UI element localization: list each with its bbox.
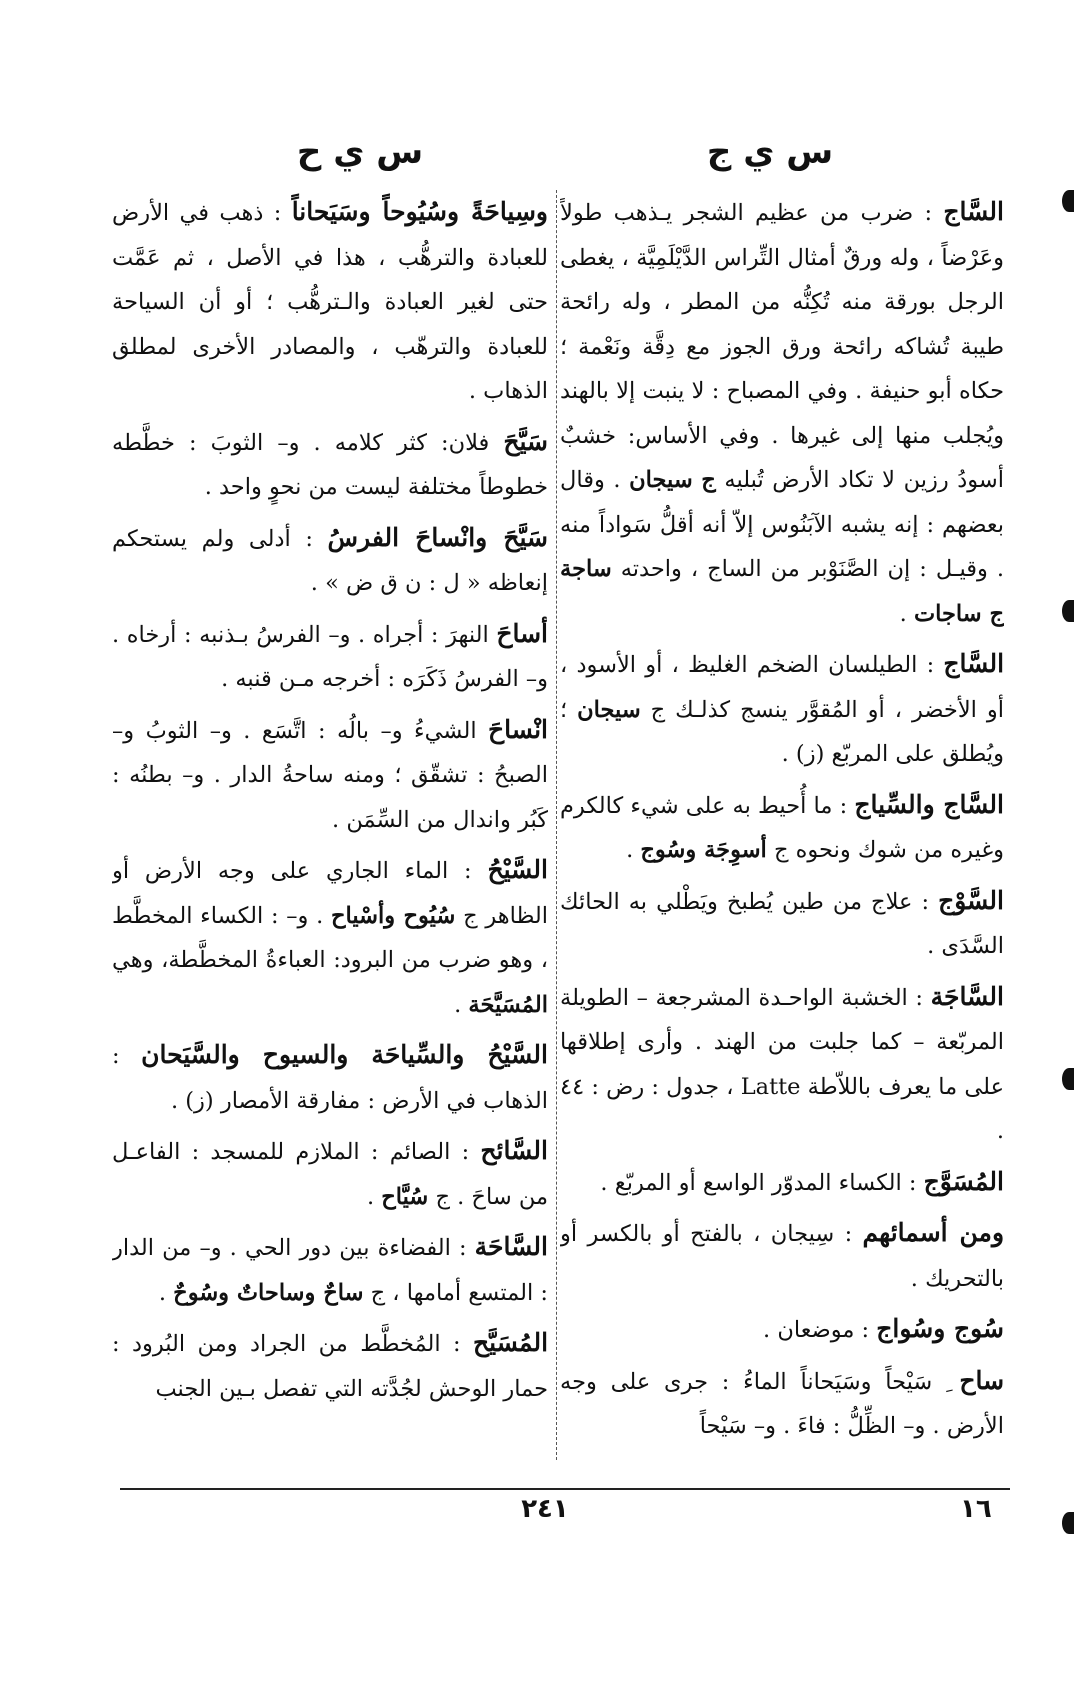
headword: ساح [959, 1365, 1004, 1395]
definition-continued: . [366, 1183, 375, 1210]
entry [560, 879, 1004, 969]
headword: السَّيْحُ [487, 855, 548, 884]
entry [560, 1307, 1004, 1353]
headword: سُوج وسُواج [876, 1314, 1004, 1343]
entry [560, 190, 1004, 636]
margin-mark [1062, 1068, 1074, 1090]
plural-label: ج [701, 467, 716, 493]
definition: : ضرب من عظيم الشجر يـذهب طولاً وعَرْضاً ، وله ورقٌ أمثال التِّراس الدَّيْلَمِيَّة ، يغطى الرجل بورقة منه تُكِنُّه من المطر ، وله رائحة طيبة تُشاكه رائحة ورق الجوز مع دِقَّة ونَعْمة ؛ حكاه أبو حنيفة . وفي المصباح : لا ينبت إلا بالهند ويُجلب منها إلى غيرها . وفي الأساس: خشبٌ أسودُ رزين لا تكاد الأرض تُبليه [560, 200, 1004, 493]
entry [112, 190, 548, 414]
definition-continued: ؛ ويُطلق على المربّع (ز) . [560, 696, 1004, 767]
page-number: ٢٤١ [521, 1494, 569, 1524]
headword: انْساحَ [488, 714, 548, 744]
entry [112, 1321, 548, 1411]
left-column [112, 190, 548, 1465]
derived-form: المُسَيَّحَة [468, 991, 548, 1018]
plural-form: سيجان [577, 696, 641, 723]
definition: : موضعان . [763, 1317, 870, 1343]
headword: السَّاج والسِّياج [854, 789, 1004, 819]
definition: : الكساء المدوّر الواسع أو المربّع . [600, 1169, 917, 1196]
headword: السَّاج [943, 197, 1004, 226]
definition-continued: . [626, 837, 634, 863]
definition: : المُخطَّط من الجراد ومن البُرود : حمار الوحش لجُدَّته التي تفصل بـين الجنب [112, 1331, 548, 1402]
entry [560, 783, 1004, 873]
headword: السَّاحَة [474, 1232, 548, 1261]
definition-end: . [454, 991, 462, 1018]
definition: : الذهاب في الأرض : مفارقة الأمصار (ز) . [112, 1043, 548, 1114]
entry [112, 420, 548, 510]
definition-continued: . [158, 1279, 167, 1306]
definition: فلان: كثر كلامه . و– الثوبَ : خطَّطه خطوطاً مختلفة ليست من نحوٍ واحد . [112, 429, 548, 500]
definition: : ما أُحيط به على شيء كالكرم وغيره من شوك ونحوه ج [560, 792, 1004, 863]
running-header-right: س ي ج [706, 132, 834, 172]
column-divider [556, 190, 557, 1460]
entry [560, 1160, 1004, 1206]
plural-form: ساحٌ وساحاتٌ وسُوحٌ [173, 1279, 364, 1306]
headword: السَّاج [943, 649, 1004, 678]
plural-form: سُيَّاح [381, 1183, 429, 1210]
definition: : الصائم : الملازم للمسجد : الفاعـل من ساحَ . ج [112, 1139, 548, 1210]
headword: السَّيْحُ والسِّياحَة والسيوح والسَّيَحان [141, 1040, 548, 1069]
margin-mark [1062, 600, 1074, 622]
footer-rule [120, 1488, 1010, 1490]
definition: : الخشبة الواحـدة المشرجعة – الطويلة المربّعة – كما جلبت من الهند . وأرى إطلاقها على ما يعرف باللاّطة Latte ، جدول : رض : ٤٤ . [560, 984, 1004, 1144]
definition: ِ سَيْحاً وسَيَحاناً الماءُ : جرى على وجه الأرض . و– الظِّلُّ : فاءَ . و– سَيْحاً [560, 1368, 1004, 1439]
definition: النهرَ : أجراه . و– الفرسُ بـذنبه : أرخاه . و– الفرسُ ذَكَرَه : أخرجه مـن قنبه . [112, 621, 548, 692]
entry [560, 1211, 1004, 1301]
right-column [560, 190, 1004, 1465]
entry [112, 848, 548, 1027]
definition: : سِيجان ، بالفتح أو بالكسر أو بالتحريك . [560, 1221, 1004, 1292]
headword: أساحَ [496, 618, 548, 648]
plural-form: سيجان [629, 467, 693, 493]
headword: السَّاجَة [930, 981, 1004, 1011]
entry [112, 612, 548, 702]
singular-plural-form: ساجة ج ساجات [560, 556, 1004, 627]
definition: الشيءُ و– بالُه : اتَّسَع . و– الثوبُ و– الصبحُ : تشقّق ؛ ومنه ساحةُ الدار . و– بطنُه : كَبُر واندال من السِّمَن . [112, 717, 548, 833]
definition-end: . [899, 600, 907, 627]
definition: : علاج من طين يُطبخ ويَطْلي به الحائك السَّدَى . [560, 888, 1004, 959]
headword: السَّائح [480, 1136, 548, 1165]
margin-mark [1062, 1512, 1074, 1534]
definition: : الطيلسان الضخم الغليظ ، أو الأسود ، أو الأخضر ، أو المُقوَّر ينسج كذلـك ج [560, 652, 1004, 723]
margin-mark [1062, 190, 1074, 212]
plural-form: أسوِجَة وسُوج [640, 837, 767, 863]
plural-form: سُيُوح وأسْياح [330, 902, 456, 929]
headword: المُسَوَّج [923, 1166, 1004, 1196]
definition: : ذهب في الأرض للعبادة والترهُّب ، هذا في الأصل ، ثم عَمَّت حتى لغير العبادة والـترهُّب ؛ أو أن السياحة للعبادة والترهّب ، والمصادر الأخرى لمطلق الذهاب . [112, 200, 548, 404]
running-header-left: س ي ح [296, 132, 424, 172]
definition: : الفضاءة بين دور الحي . و– من الدار : المتسع أمامها ، ج [112, 1235, 548, 1306]
section-number: ١٦ [960, 1494, 992, 1524]
definition: : أدلى ولم يستحكم إنعاظه « ل : ن ق ض » . [112, 525, 548, 596]
headword: سَيَّحَ [503, 426, 548, 456]
entry [560, 642, 1004, 777]
definition: : الماء الجاري على وجه الأرض أو الظاهر ج [112, 858, 548, 929]
headword: ومن أسمائهم [862, 1218, 1004, 1247]
headword: السَّوْج [938, 885, 1004, 915]
entry [560, 1359, 1004, 1449]
entry [112, 708, 548, 843]
entry [112, 1129, 548, 1219]
definition-continued: . وقال بعضهم : إنه يشبه الآبَنُوس إلاّ أنه أقلُّ سَواداً منه . وقيـل : إن الصَّنَوْبر من الساج ، واحدته [560, 467, 1004, 582]
headword: المُسَيَّح [473, 1328, 548, 1357]
entry [112, 516, 548, 606]
entry [112, 1033, 548, 1123]
entry [112, 1225, 548, 1315]
definition-continued: . و– : الكساء المخطَّط ، وهو ضرب من البرود: العباءةُ المخطَّطة، وهي [112, 902, 548, 973]
entry [560, 975, 1004, 1154]
headword: سَيَّحَ وانْساحَ الفرسُ [327, 522, 548, 552]
headword: وسِياحَةً وسُيُوحاً وسَيَحاناً [291, 197, 548, 226]
